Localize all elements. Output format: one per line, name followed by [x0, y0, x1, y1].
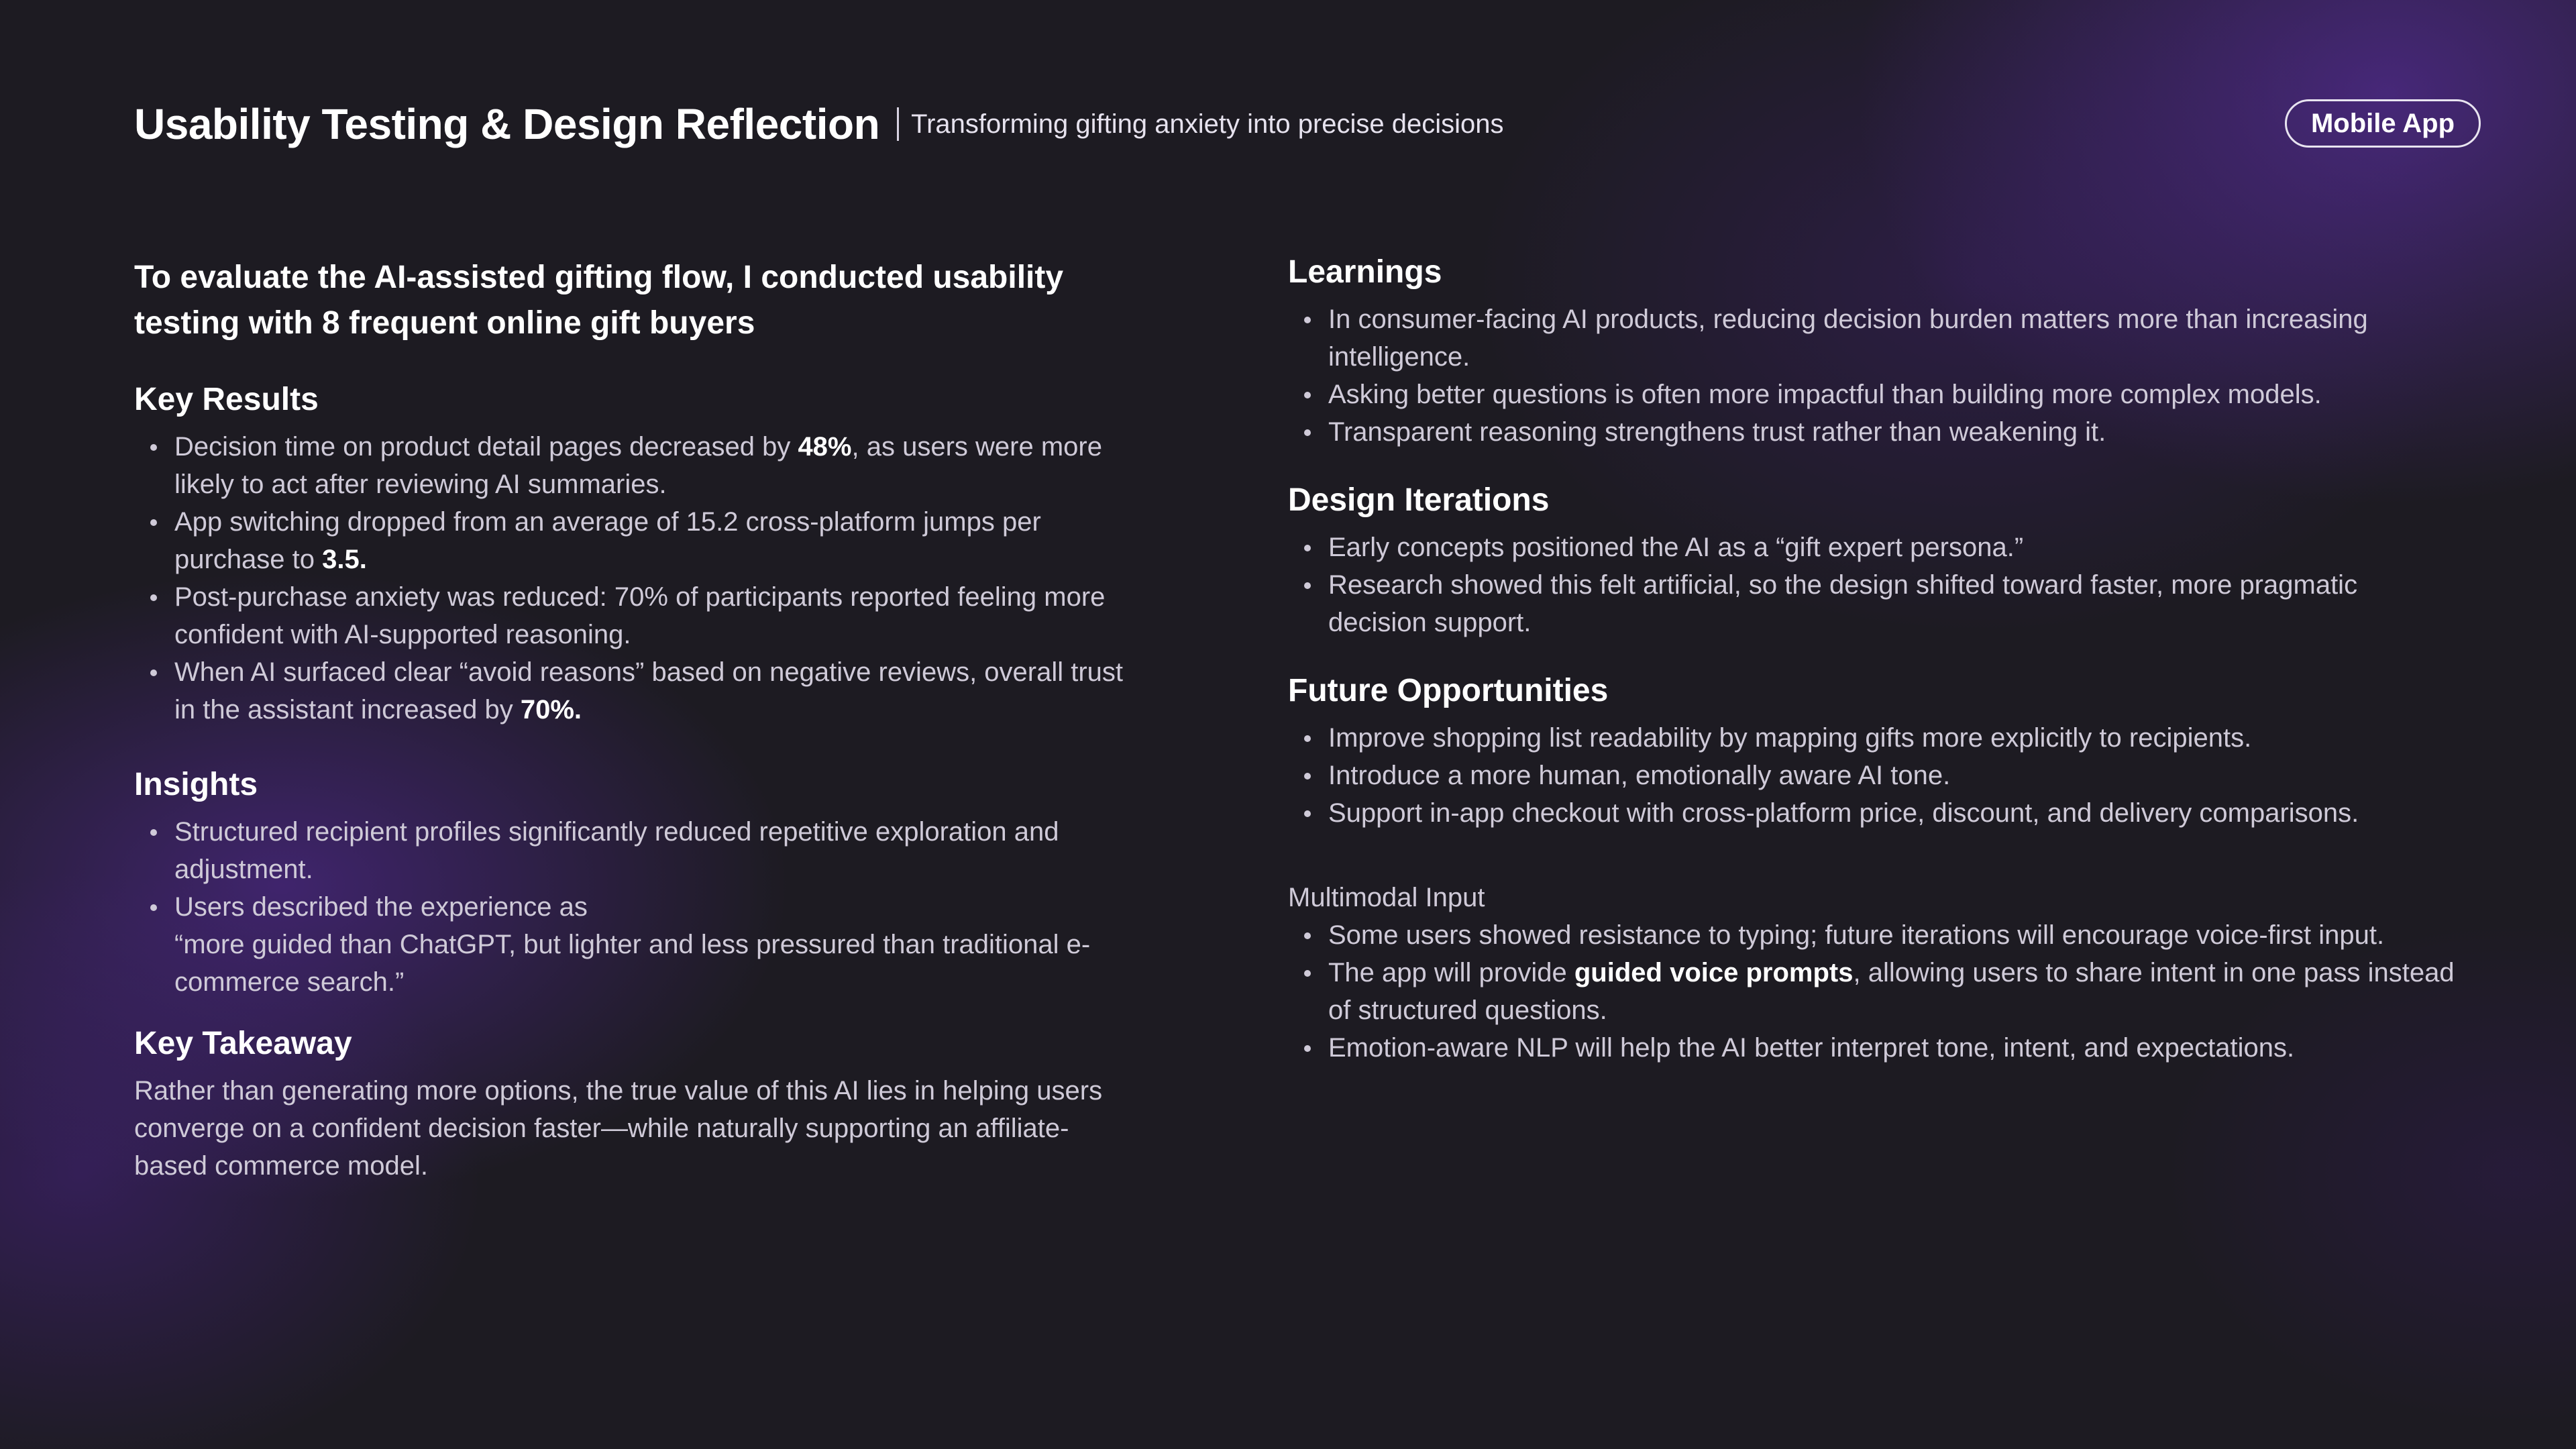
list-item: [1288, 916, 2455, 954]
learnings-heading: Learnings: [1288, 254, 1442, 290]
item-text: Emotion-aware NLP will help the AI better interpret tone, intent, and expectations.: [1328, 1033, 2295, 1063]
list-item: Introduce a more human, emotionally aware AI tone.: [1288, 757, 2455, 794]
design-iterations-section: [1288, 480, 2455, 641]
list-item: [134, 428, 1127, 503]
item-text: App switching dropped from an average of 15.2 cross-platform jumps per purchase to: [174, 507, 1041, 574]
item-text: Post-purchase anxiety was reduced: 70% of participants reported feeling more confident with AI-supported reasoning.: [174, 582, 1106, 649]
key-takeaway-text: Rather than generating more options, the true value of this AI lies in helping users converge on a confident decision faster—while naturally supporting an affiliate-based commerce model.: [134, 1076, 1103, 1181]
multimodal-input-heading: Multimodal Input: [1288, 883, 1485, 912]
key-results-heading: Key Results: [134, 382, 319, 417]
list-item: Support in-app checkout with cross-platform price, discount, and delivery comparisons.: [1288, 794, 2455, 832]
future-opportunities-section: [1288, 671, 2455, 832]
design-iterations-list: [1288, 529, 2455, 641]
item-highlight: guided voice prompts: [1574, 958, 1854, 987]
item-highlight: 48%: [798, 432, 852, 462]
insights-section: [134, 765, 1127, 1001]
key-takeaway-heading: Key Takeaway: [134, 1026, 352, 1061]
insights-list: [134, 813, 1127, 1001]
future-opportunities-heading: Future Opportunities: [1288, 673, 1609, 708]
learnings-section: [1288, 252, 2455, 451]
left-column: [134, 255, 1127, 1185]
header: [134, 94, 1504, 154]
item-text: , as users were more likely to act after reviewing AI summaries.: [174, 432, 1102, 499]
item-text: The app will provide: [1328, 958, 1574, 987]
multimodal-input-list: [1288, 916, 2455, 1067]
key-takeaway-section: [134, 1024, 1127, 1185]
multimodal-input-section: [1288, 879, 2455, 1067]
future-opportunities-list: [1288, 719, 2455, 832]
intro-statement: To evaluate the AI-assisted gifting flow, I conducted usability testing with 8 frequent online gift buyers: [134, 260, 1064, 341]
list-item: [134, 503, 1127, 578]
item-text: , allowing users to share intent in one pass instead of structured questions.: [1328, 958, 2455, 1025]
item-text: Decision time on product detail pages decreased by: [174, 432, 798, 462]
item-text: When AI surfaced clear “avoid reasons” based on negative reviews, overall trust in the assistant increased by: [174, 657, 1124, 724]
list-item: Research showed this felt artificial, so the design shifted toward faster, more pragmatic decision support.: [1288, 566, 2455, 641]
item-quote: “more guided than ChatGPT, but lighter and less pressured than traditional e-commerce search.”: [174, 930, 1091, 997]
right-column: [1288, 252, 2455, 1067]
list-item: [134, 888, 1127, 1001]
key-results-list: [134, 428, 1127, 729]
list-item: Early concepts positioned the AI as a “gift expert persona.”: [1288, 529, 2455, 566]
list-item: Structured recipient profiles significantly reduced repetitive exploration and adjustment.: [134, 813, 1127, 888]
item-highlight: 3.5.: [322, 545, 367, 574]
item-text: Some users showed resistance to typing; future iterations will encourage voice-first input.: [1328, 920, 2385, 950]
page-title: Usability Testing & Design Reflection: [134, 100, 880, 148]
item-highlight: 70%.: [520, 695, 582, 724]
page-subtitle: Transforming gifting anxiety into precise decisions: [911, 109, 1504, 139]
list-item: [1288, 954, 2455, 1029]
list-item: [1288, 1029, 2455, 1067]
list-item: In consumer-facing AI products, reducing decision burden matters more than increasing intelligence.: [1288, 301, 2455, 376]
list-item: [134, 578, 1127, 653]
learnings-list: [1288, 301, 2455, 451]
list-item: Transparent reasoning strengthens trust rather than weakening it.: [1288, 413, 2455, 451]
insights-heading: Insights: [134, 767, 258, 802]
item-text: Users described the experience as: [174, 892, 588, 922]
title-divider: [897, 107, 899, 141]
list-item: Asking better questions is often more impactful than building more complex models.: [1288, 376, 2455, 413]
list-item: [134, 653, 1127, 729]
design-iterations-heading: Design Iterations: [1288, 482, 1550, 518]
platform-badge: Mobile App: [2285, 99, 2481, 148]
list-item: Improve shopping list readability by mapping gifts more explicitly to recipients.: [1288, 719, 2455, 757]
key-results-section: [134, 380, 1127, 729]
